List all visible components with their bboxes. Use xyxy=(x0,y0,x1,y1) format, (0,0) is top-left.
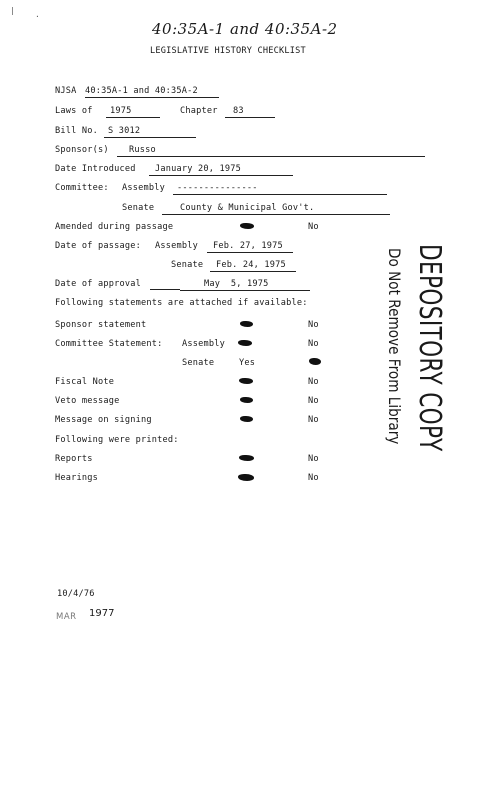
committee-statement-senate-label: Senate xyxy=(182,358,215,368)
date-of-approval-label: Date of approval xyxy=(55,279,141,289)
yes-redaction-mark xyxy=(240,416,253,422)
handwritten-statute-note: 40:35A-1 and 40:35A-2 xyxy=(152,20,338,38)
footer-date: 10/4/76 xyxy=(57,589,95,599)
yes-redaction-mark xyxy=(238,474,254,481)
page-title: LEGISLATIVE HISTORY CHECKLIST xyxy=(150,46,306,56)
date-introduced-label: Date Introduced xyxy=(55,164,136,174)
message-on-signing-label: Message on signing xyxy=(55,415,152,425)
sponsor-statement-label: Sponsor statement xyxy=(55,320,147,330)
depository-copy-stamp: DEPOSITORY COPY xyxy=(412,244,447,452)
yes-redaction-mark xyxy=(239,378,253,384)
yes-redaction-mark xyxy=(240,397,253,403)
hearings-label: Hearings xyxy=(55,473,98,483)
laws-of-value: 1975 xyxy=(106,107,160,118)
committee-senate-value: County & Municipal Gov't. xyxy=(162,204,390,215)
chapter-label: Chapter xyxy=(180,106,218,116)
committee-senate-label: Senate xyxy=(122,203,155,213)
stamp-month: MAR xyxy=(56,612,77,622)
yes-redaction-mark xyxy=(238,340,252,346)
bill-no-value: S 3012 xyxy=(104,127,196,138)
committee-assembly-label: Assembly xyxy=(122,183,165,193)
hearings-no: No xyxy=(308,473,319,483)
sponsors-label: Sponsor(s) xyxy=(55,145,109,155)
committee-statement-senate-yes: Yes xyxy=(239,358,256,368)
bill-no-label: Bill No. xyxy=(55,126,98,136)
do-not-remove-stamp: Do Not Remove From Library xyxy=(385,248,404,445)
yes-redaction-mark xyxy=(239,455,254,461)
no-redaction-mark xyxy=(309,358,321,365)
committee-statement-assembly-label: Assembly xyxy=(182,339,225,349)
reports-no: No xyxy=(308,454,319,464)
attached-statements-heading: Following statements are attached if available: xyxy=(55,298,308,308)
amended-no: No xyxy=(308,222,319,232)
committee-assembly-value: --------------- xyxy=(173,184,387,195)
date-of-approval-value: May 5, 1975 xyxy=(180,280,310,291)
printed-heading: Following were printed: xyxy=(55,435,179,445)
sponsors-value: Russo xyxy=(117,146,425,157)
date-of-passage-label: Date of passage: xyxy=(55,241,141,251)
committee-label: Committee: xyxy=(55,183,109,193)
date-introduced-value: January 20, 1975 xyxy=(149,165,293,176)
chapter-value: 83 xyxy=(225,107,275,118)
committee-statement-assembly-no: No xyxy=(308,339,319,349)
stamp-year: 1977 xyxy=(89,608,115,619)
reports-label: Reports xyxy=(55,454,93,464)
passage-assembly-label: Assembly xyxy=(155,241,198,251)
njsa-value: 40:35A-1 and 40:35A-2 xyxy=(85,87,219,98)
approval-underline-lead xyxy=(150,289,180,290)
corner-mark-dot: · xyxy=(35,12,40,21)
amended-label: Amended during passage xyxy=(55,222,174,232)
yes-redaction-mark xyxy=(240,321,253,327)
yes-redaction-mark xyxy=(240,223,254,229)
passage-senate-date: Feb. 24, 1975 xyxy=(210,261,296,272)
committee-statement-label: Committee Statement: xyxy=(55,339,163,349)
veto-message-no: No xyxy=(308,396,319,406)
message-on-signing-no: No xyxy=(308,415,319,425)
laws-of-label: Laws of xyxy=(55,106,93,116)
fiscal-note-label: Fiscal Note xyxy=(55,377,115,387)
passage-assembly-date: Feb. 27, 1975 xyxy=(207,242,293,253)
passage-senate-label: Senate xyxy=(171,260,204,270)
fiscal-note-no: No xyxy=(308,377,319,387)
corner-mark-left: | xyxy=(10,6,15,15)
sponsor-statement-no: No xyxy=(308,320,319,330)
njsa-label: NJSA xyxy=(55,86,77,96)
veto-message-label: Veto message xyxy=(55,396,120,406)
